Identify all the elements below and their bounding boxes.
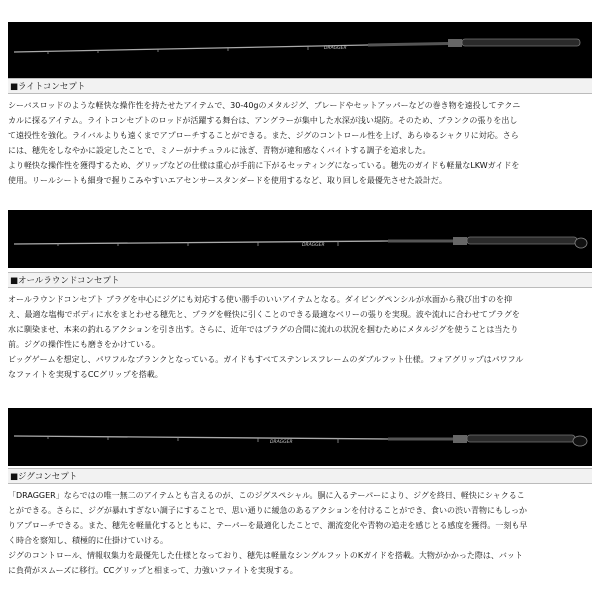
- rod-illustration: [8, 408, 592, 466]
- body-line: に負荷がスムーズに移行。CCグリップと相まって、力強いファイトを実現する。: [8, 566, 298, 575]
- body-line: りアプローチできる。また、穂先を軽量化するとともに、テーパーを最適化したことで、潮流変化や青物の追走を感じとる感度を獲得。一刻も早: [8, 521, 528, 530]
- section-heading: ■ライトコンセプト: [8, 78, 592, 94]
- rod-image: [8, 210, 592, 268]
- svg-text:DRAGGER: DRAGGER: [270, 440, 293, 445]
- section-body: [8, 292, 592, 382]
- body-line: 前。ジグの操作性にも磨きをかけている。: [8, 340, 160, 349]
- body-line: 「DRAGGER」ならではの唯一無二のアイテムとも言えるのが、このジグスペシャル。胴に入るテーパーにより、ジグを終日、軽快にシャクるこ: [8, 491, 525, 500]
- body-line: く時合を察知し、積極的に仕掛けていける。: [8, 536, 168, 545]
- svg-text:DRAGGER: DRAGGER: [324, 46, 347, 51]
- body-line: 水に馴染ませ、本来の釣れるアクションを引き出す。さらに、近年ではプラグの合間に流れの状況を掴むためにメタルジグを使うことは当たり: [8, 325, 519, 334]
- rod-illustration: [8, 22, 592, 80]
- section-heading: ■ジグコンセプト: [8, 468, 592, 484]
- section-body: [8, 98, 592, 188]
- rod-image: [8, 22, 592, 80]
- body-line: オールラウンドコンセプト プラグを中心にジグにも対応する使い勝手のいいアイテムとなる。ダイビングペンシルが水面から飛び出すのを抑: [8, 295, 513, 304]
- body-line: とができる。さらに、ジグが暴れすぎない調子にすることで、思い通りに緩急のあるアクションを付けることができ、食いの渋い青物にもしっか: [8, 506, 527, 515]
- body-line: より軽快な操作性を獲得するため、グリップなどの仕様は重心が手前に下がるセッティングになっている。穂先のガイドも軽量なLKWガイドを: [8, 161, 520, 170]
- section-body: [8, 488, 592, 578]
- body-line: なファイトを実現するCCグリップを搭載。: [8, 370, 163, 379]
- body-line: て遠投性を強化。ライバルよりも遠くまでアプローチすることができる。また、ジグのコントロール性を上げ、あらゆるシャクリに対応。さら: [8, 131, 519, 140]
- body-line: え、最適な塩梅でボディに水をまとわせる穂先と、プラグを軽快に引くことのできる最適なベリーの張りを実現。波や流れに合わせてプラグを: [8, 310, 520, 319]
- body-line: には、穂先をしなやかに設定したことで、ミノーがナチュラルに泳ぎ、青物が違和感なくバイトする調子を追求した。: [8, 146, 431, 155]
- rod-illustration: [8, 210, 592, 268]
- svg-text:DRAGGER: DRAGGER: [302, 243, 325, 248]
- body-line: 使用。リールシートも細身で握りこみやすいエアセンサースタンダードを使用するなど、取り回しを最優先させた設計だ。: [8, 176, 447, 185]
- rod-image: [8, 408, 592, 466]
- body-line: ビッグゲームを想定し、パワフルなブランクとなっている。ガイドもすべてステンレスフレームのダブルフット仕様。フォアグリップはパワフル: [8, 355, 524, 364]
- body-line: シーバスロッドのような軽快な操作性を持たせたアイテムで、30-40gのメタルジグ、ブレードやセットアッパーなどの巻き物を遠投してテクニ: [8, 101, 521, 110]
- section-heading: ■オールラウンドコンセプト: [8, 272, 592, 288]
- body-line: カルに探るアイテム。ライトコンセプトのロッドが活躍する舞台は、アングラーが集中した水深が浅い堤防。そのため、ブランクの張りを出し: [8, 116, 518, 125]
- body-line: ジグのコントロール、情報収集力を最優先した仕様となっており、穂先は軽量なシングルフットのKガイドを搭載。大物がかかった際は、バット: [8, 551, 523, 560]
